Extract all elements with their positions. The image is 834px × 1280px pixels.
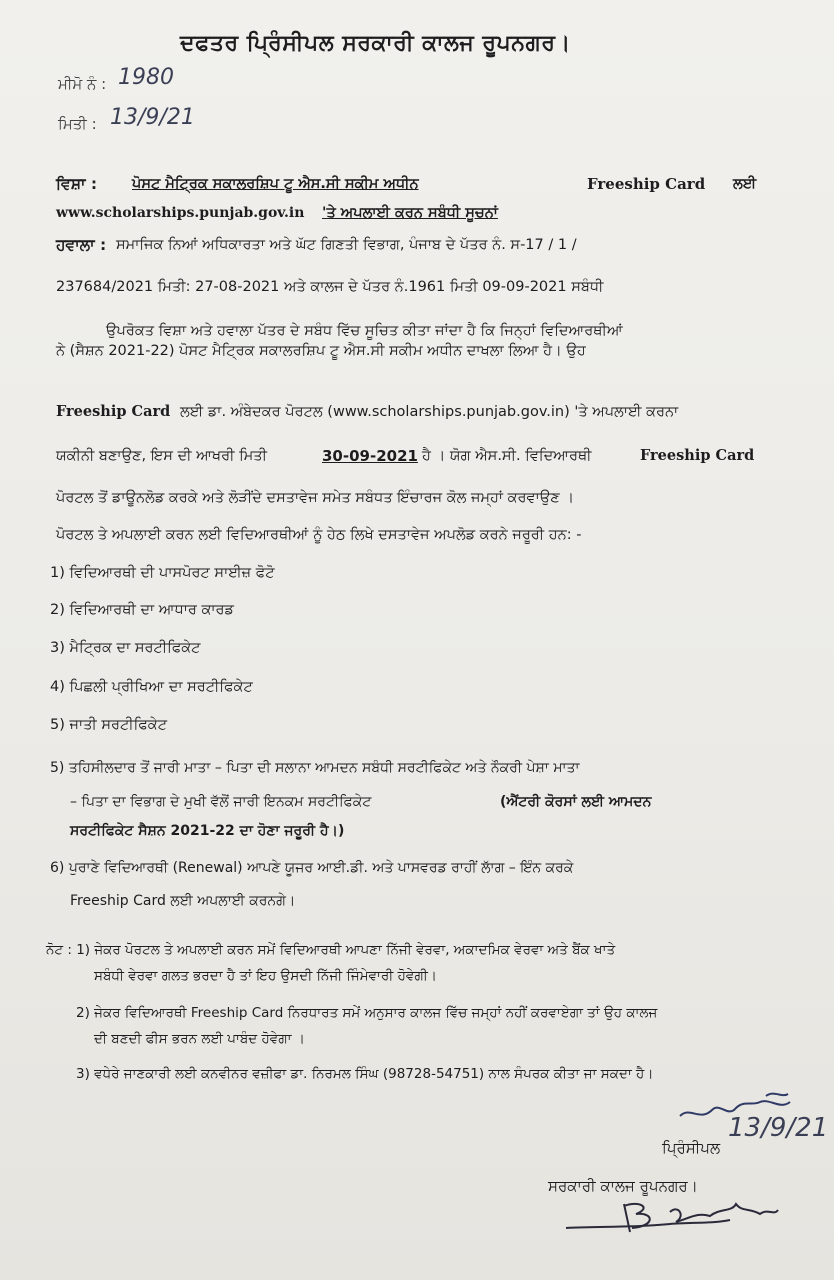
document-item-6-line-1: 5) ਤਹਿਸੀਲਦਾਰ ਤੋਂ ਜਾਰੀ ਮਾਤਾ – ਪਿਤਾ ਦੀ ਸਲਾਨਾ ਆਮਦਨ ਸਬੰਧੀ ਸਰਟੀਫਿਕੇਟ ਅਤੇ ਨੌਕਰੀ ਪੇਸ਼ਾ ਮਾਤਾ xyxy=(50,760,580,776)
body-line-1: ਉਪਰੋਕਤ ਵਿਸ਼ਾ ਅਤੇ ਹਵਾਲਾ ਪੱਤਰ ਦੇ ਸਬੰਧ ਵਿੱਚ ਸੂਚਿਤ ਕੀਤਾ ਜਾਂਦਾ ਹੈ ਕਿ ਜਿਨ੍ਹਾਂ ਵਿਦਿਆਰਥੀਆਂ xyxy=(106,323,623,339)
reference-line-2: 237684/2021 ਮਿਤੀ: 27-08-2021 ਅਤੇ ਕਾਲਜ ਦੇ ਪੱਤਰ ਨੰ.1961 ਮਿਤੀ 09-09-2021 ਸਬੰਧੀ xyxy=(56,279,604,295)
subject-freeship-card: Freeship Card xyxy=(587,175,706,193)
document-item-4: 4) ਪਿਛਲੀ ਪ੍ਰੀਖਿਆ ਦਾ ਸਰਟੀਫਿਕੇਟ xyxy=(50,679,253,695)
document-item-6-line-2: – ਪਿਤਾ ਦਾ ਵਿਭਾਗ ਦੇ ਮੁਖੀ ਵੱਲੋਂ ਜਾਰੀ ਇਨਕਮ ਸਰਟੀਫਿਕੇਟ xyxy=(70,794,372,810)
document-item-1: 1) ਵਿਦਿਆਰਥੀ ਦੀ ਪਾਸਪੋਰਟ ਸਾਈਜ਼ ਫੋਟੋ xyxy=(50,565,275,581)
subject-text-2: 'ਤੇ ਅਪਲਾਈ ਕਰਨ ਸਬੰਧੀ ਸੂਚਨਾਂ xyxy=(322,205,498,221)
body-line-4b: ਹੈ । ਯੋਗ ਐਸ.ਸੀ. ਵਿਦਿਆਰਥੀ xyxy=(422,448,592,464)
note-2-line-1: 2) ਜੇਕਰ ਵਿਦਿਆਰਥੀ Freeship Card ਨਿਰਧਾਰਤ ਸਮੇਂ ਅਨੁਸਾਰ ਕਾਲਜ ਵਿੱਚ ਜਮ੍ਹਾਂ ਨਹੀਂ ਕਰਵਾਏਗਾ ਤਾਂ ਉਹ ਕਾਲਜ xyxy=(76,1005,658,1021)
document-item-7-line-1: 6) ਪੁਰਾਣੇ ਵਿਦਿਆਰਥੀ (Renewal) ਆਪਣੇ ਯੂਜਰ ਆਈ.ਡੀ. ਅਤੇ ਪਾਸਵਰਡ ਰਾਹੀਂ ਲਾੱਗ – ਇੰਨ ਕਰਕੇ xyxy=(50,860,574,876)
body-line-4a: ਯਕੀਨੀ ਬਣਾਉਣ, ਇਸ ਦੀ ਆਖਰੀ ਮਿਤੀ xyxy=(56,448,267,464)
subject-end: ਲਈ xyxy=(733,176,757,192)
document-item-5: 5) ਜਾਤੀ ਸਰਟੀਫਿਕੇਟ xyxy=(50,717,167,733)
signature-date: 13/9/21 xyxy=(728,1113,829,1143)
reference-label: ਹਵਾਲਾ : xyxy=(56,236,107,254)
memo-date-value: 13/9/21 xyxy=(110,105,195,130)
page-title: ਦਫਤਰ ਪ੍ਰਿੰਸੀਪਲ ਸਰਕਾਰੀ ਕਾਲਜ ਰੂਪਨਗਰ। xyxy=(180,31,571,56)
body-line-3: ਲਈ ਡਾ. ਅੰਬੇਦਕਰ ਪੋਰਟਲ (www.scholarships.punjab.gov.in) 'ਤੇ ਅਪਲਾਈ ਕਰਨਾ xyxy=(180,404,679,420)
memo-number-value: 1980 xyxy=(118,65,174,90)
memo-date-label: ਮਿਤੀ : xyxy=(58,115,97,133)
note-3: 3) ਵਧੇਰੇ ਜਾਣਕਾਰੀ ਲਈ ਕਨਵੀਨਰ ਵਜ਼ੀਫਾ ਡਾ. ਨਿਰਮਲ ਸਿੰਘ (98728-54751) ਨਾਲ ਸੰਪਰਕ ਕੀਤਾ ਜਾ ਸਕਦਾ ਹੈ। xyxy=(76,1066,654,1082)
subject-label: ਵਿਸ਼ਾ : xyxy=(56,175,98,193)
document-item-2: 2) ਵਿਦਿਆਰਥੀ ਦਾ ਆਧਾਰ ਕਾਰਡ xyxy=(50,602,234,618)
document-item-6-line-3: ਸਰਟੀਫਿਕੇਟ ਸੈਸ਼ਨ 2021-22 ਦਾ ਹੋਣਾ ਜਰੂਰੀ ਹੈ।) xyxy=(70,823,345,839)
body-line-5: ਪੋਰਟਲ ਤੋਂ ਡਾਊਨਲੋਡ ਕਰਕੇ ਅਤੇ ਲੋੜੀਂਦੇ ਦਸਤਾਵੇਜ ਸਮੇਤ ਸਬੰਧਤ ਇੰਚਾਰਜ ਕੋਲ ਜਮ੍ਹਾਂ ਕਰਵਾਉਣ । xyxy=(56,490,575,506)
memo-number-label: ਮੀਮੋ ਨੰ : xyxy=(58,75,107,93)
signatory-designation: ਪ੍ਰਿੰਸੀਪਲ xyxy=(662,1139,721,1157)
subject-text: ਪੋਸਟ ਮੈਟ੍ਰਿਕ ਸਕਾਲਰਸ਼ਿਪ ਟੂ ਐਸ.ਸੀ ਸਕੀਮ ਅਧੀਨ xyxy=(132,176,419,192)
signatory-office: ਸਰਕਾਰੀ ਕਾਲਜ ਰੂਪਨਗਰ। xyxy=(548,1177,698,1195)
last-date: 30-09-2021 xyxy=(322,447,418,465)
note-1-line-2: ਸਬੰਧੀ ਵੇਰਵਾ ਗਲਤ ਭਰਦਾ ਹੈ ਤਾਂ ਇਹ ਉਸਦੀ ਨਿੱਜੀ ਜਿੰਮੇਵਾਰੀ ਹੋਵੇਗੀ। xyxy=(94,968,437,984)
document-item-3: 3) ਮੈਟ੍ਰਿਕ ਦਾ ਸਰਟੀਫਿਕੇਟ xyxy=(50,640,201,656)
note-2-line-2: ਦੀ ਬਣਦੀ ਫੀਸ ਭਰਨ ਲਈ ਪਾਬੰਦ ਹੋਵੇਗਾ । xyxy=(94,1031,305,1047)
principal-signature xyxy=(560,1198,800,1244)
body-freeship-card: Freeship Card xyxy=(56,403,171,420)
body-freeship-card-2: Freeship Card xyxy=(640,447,755,464)
document-item-7-line-2: Freeship Card ਲਈ ਅਪਲਾਈ ਕਰਨਗੇ। xyxy=(70,893,296,909)
note-1-line-1: ਨੋਟ : 1) ਜੇਕਰ ਪੋਰਟਲ ਤੇ ਅਪਲਾਈ ਕਰਨ ਸਮੇਂ ਵਿਦਿਆਰਥੀ ਆਪਣਾ ਨਿੱਜੀ ਵੇਰਵਾ, ਅਕਾਦਮਿਕ ਵੇਰਵਾ ਅਤੇ ਬੈਂਕ ਖਾਤੇ xyxy=(46,942,616,958)
reference-line-1: ਸਮਾਜਿਕ ਨਿਆਂ ਅਧਿਕਾਰਤਾ ਅਤੇ ਘੱਟ ਗਿਣਤੀ ਵਿਭਾਗ, ਪੰਜਾਬ ਦੇ ਪੱਤਰ ਨੰ. ਸ-17 / 1 / xyxy=(116,237,577,253)
body-line-6: ਪੋਰਟਲ ਤੇ ਅਪਲਾਈ ਕਰਨ ਲਈ ਵਿਦਿਆਰਥੀਆਂ ਨੂੰ ਹੇਠ ਲਿਖੇ ਦਸਤਾਵੇਜ ਅਪਲੋਡ ਕਰਨੇ ਜਰੂਰੀ ਹਨ: - xyxy=(56,527,582,543)
document-item-6-line-2-bold: (ਐਂਟਰੀ ਕੋਰਸਾਂ ਲਈ ਆਮਦਨ xyxy=(500,794,652,810)
subject-url: www.scholarships.punjab.gov.in xyxy=(56,205,305,221)
body-line-2: ਨੇ (ਸੈਸ਼ਨ 2021-22) ਪੋਸਟ ਮੈਟ੍ਰਿਕ ਸਕਾਲਰਸ਼ਿਪ ਟੂ ਐਸ.ਸੀ ਸਕੀਮ ਅਧੀਨ ਦਾਖਲਾ ਲਿਆ ਹੈ। ਉਹ xyxy=(56,343,586,359)
